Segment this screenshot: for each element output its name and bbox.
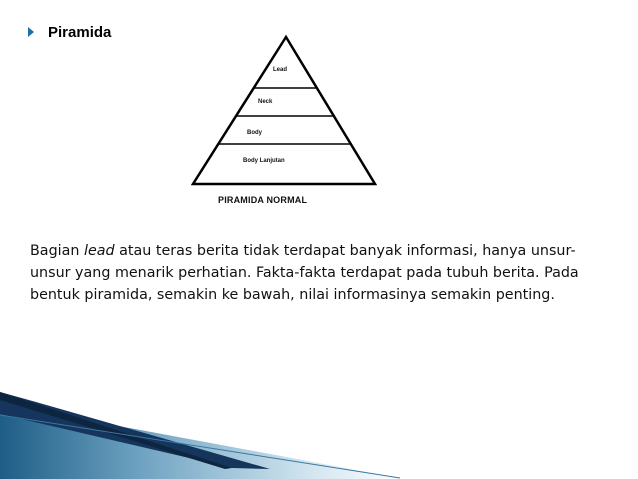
pyramid-figure [190, 34, 380, 189]
pyramid-caption: PIRAMIDA NORMAL [218, 195, 308, 205]
heading-row [28, 20, 111, 44]
slide-heading: Piramida [48, 23, 112, 41]
pyramid-level-label: Body [247, 130, 262, 136]
decorative-wave [0, 392, 638, 479]
body-text-emphasis: lead [83, 243, 115, 259]
bullet-arrow-icon [28, 27, 34, 37]
pyramid-diagram [190, 34, 380, 214]
body-text-part: Bagian [30, 243, 84, 259]
body-paragraph [30, 240, 610, 306]
pyramid-level-label: Body Lanjutan [243, 158, 285, 164]
pyramid-level-label: Neck [258, 99, 273, 105]
pyramid-level-label: Lead [273, 67, 288, 73]
body-text-part: atau teras berita tidak terdapat banyak informasi, hanya unsur-unsur yang menarik perhatian. Fakta-fakta terdapat pada tubuh berita. Pada bentuk piramida, semakin ke bawah, nilai informasinya semakin penting. [30, 243, 579, 303]
